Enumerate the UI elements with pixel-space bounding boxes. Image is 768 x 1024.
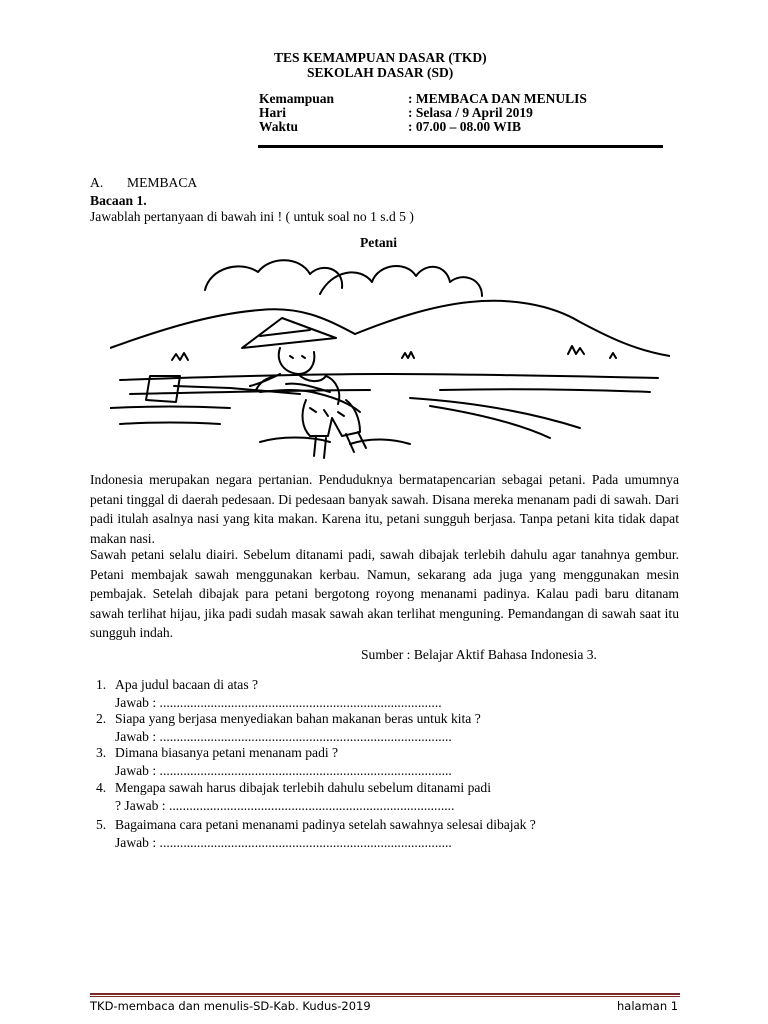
section-heading: MEMBACA [127, 175, 198, 190]
header-divider [258, 145, 663, 148]
paragraph-1: Indonesia merupakan negara pertanian. Penduduknya bermatapencarian sebagai petani. Pada umumnya petani tinggal di daerah pedesaan. Di pedesaan banyak sawah. Disana mereka menanam padi di sawah. Dari padi itulah asalnya nasi yang kita makan. Karena itu, petani sungguh berjasa. Tanpa petani kita tidak dapat makan nasi. [90, 472, 679, 546]
section-letter: A. [90, 175, 104, 190]
meta-label-kemampuan: Kemampuan [259, 91, 335, 106]
reading-label: Bacaan 1. [90, 193, 147, 208]
paragraph-2: Sawah petani selalu diairi. Sebelum ditanami padi, sawah dibajak terlebih dahulu agar tanahnya gembur. Petani membajak sawah menggunakan kerbau. Namun, sekarang ada juga yang menggunakan mesin pembajak. Setelah dibajak para petani bergotong royong menanami padinya. Kalau padi baru ditanam sawah terlihat hijau, jika padi sudah masak sawah akan terlihat menguning. Pemandangan di sawah saat itu sungguh indah. [90, 547, 679, 640]
document-subtitle: SEKOLAH DASAR (SD) [307, 65, 454, 80]
meta-label-waktu: Waktu [259, 119, 299, 134]
meta-value-waktu: : 07.00 – 08.00 WIB [408, 119, 522, 134]
page-number: halaman 1 [617, 999, 679, 1013]
farmer-illustration [110, 252, 670, 462]
meta-value-kemampuan: : MEMBACA DAN MENULIS [408, 91, 587, 106]
source-citation: Sumber : Belajar Aktif Bahasa Indonesia 3. [361, 647, 597, 662]
footer-divider [90, 993, 680, 995]
answer-line: Jawab : ...................................................................................... [115, 763, 452, 778]
question-text: Siapa yang berjasa menyediakan bahan makanan beras untuk kita ? [115, 711, 481, 726]
answer-line: Jawab : ................................................................................... [115, 695, 442, 710]
question-number: 5. [96, 817, 107, 832]
footer-left-text: TKD-membaca dan menulis-SD-Kab. Kudus-2019 [90, 999, 371, 1013]
meta-label-hari: Hari [259, 105, 286, 120]
answer-line: Jawab : ...................................................................................... [115, 835, 452, 850]
question-text: Bagaimana cara petani menanami padinya setelah sawahnya selesai dibajak ? [115, 817, 536, 832]
document-title: TES KEMAMPUAN DASAR (TKD) [274, 50, 487, 65]
answer-line: ? Jawab : .................................................................................... [115, 798, 455, 813]
answer-line: Jawab : ...................................................................................... [115, 729, 452, 744]
instruction-text: Jawablah pertanyaan di bawah ini ! ( untuk soal no 1 s.d 5 ) [90, 209, 414, 224]
question-number: 1. [96, 677, 107, 692]
question-number: 4. [96, 780, 107, 795]
question-number: 2. [96, 711, 107, 726]
question-text: Dimana biasanya petani menanam padi ? [115, 745, 339, 760]
question-text: Apa judul bacaan di atas ? [115, 677, 259, 692]
story-title: Petani [360, 235, 397, 250]
question-number: 3. [96, 745, 107, 760]
question-text: Mengapa sawah harus dibajak terlebih dahulu sebelum ditanami padi [115, 780, 491, 795]
meta-value-hari: : Selasa / 9 April 2019 [408, 105, 533, 120]
footer-divider-thin [90, 996, 680, 997]
